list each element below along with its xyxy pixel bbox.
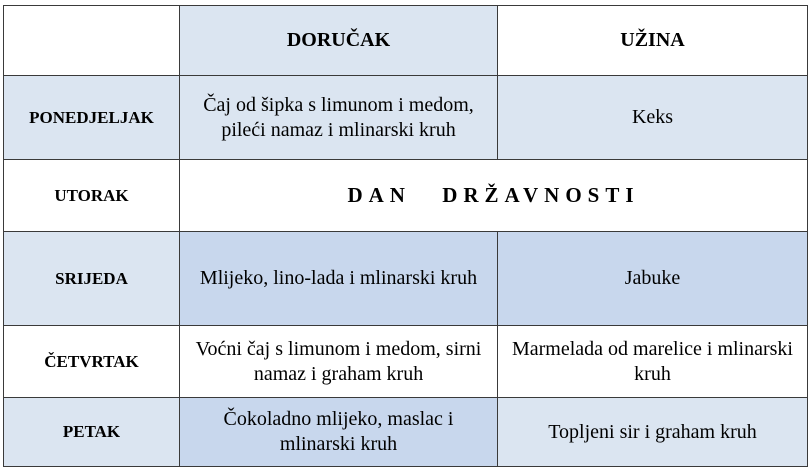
day-label-wednesday: SRIJEDA — [4, 232, 180, 326]
header-corner-cell — [4, 6, 180, 76]
breakfast-cell-monday: Čaj od šipka s limunom i medom, pileći namaz i mlinarski kruh — [180, 76, 498, 160]
day-label-tuesday: UTORAK — [4, 160, 180, 232]
snack-cell-wednesday: Jabuke — [498, 232, 808, 326]
breakfast-cell-wednesday: Mlijeko, lino-lada i mlinarski kruh — [180, 232, 498, 326]
table-row-monday — [4, 76, 808, 160]
snack-cell-friday: Topljeni sir i graham kruh — [498, 398, 808, 467]
day-label-thursday: ČETVRTAK — [4, 326, 180, 398]
day-label-monday: PONEDJELJAK — [4, 76, 180, 160]
day-label-friday: PETAK — [4, 398, 180, 467]
header-snack: UŽINA — [498, 6, 808, 76]
breakfast-cell-friday: Čokoladno mlijeko, maslac i mlinarski kruh — [180, 398, 498, 467]
header-breakfast: DORUČAK — [180, 6, 498, 76]
holiday-cell-tuesday: DAN DRŽAVNOSTI — [180, 160, 808, 232]
breakfast-cell-thursday: Voćni čaj s limunom i medom, sirni namaz i graham kruh — [180, 326, 498, 398]
table-row-wednesday — [4, 232, 808, 326]
snack-cell-monday: Keks — [498, 76, 808, 160]
table-row-tuesday — [4, 160, 808, 232]
table-row-friday — [4, 398, 808, 467]
header-row — [4, 6, 808, 76]
table-row-thursday — [4, 326, 808, 398]
weekly-menu-table — [3, 5, 808, 467]
snack-cell-thursday: Marmelada od marelice i mlinarski kruh — [498, 326, 808, 398]
